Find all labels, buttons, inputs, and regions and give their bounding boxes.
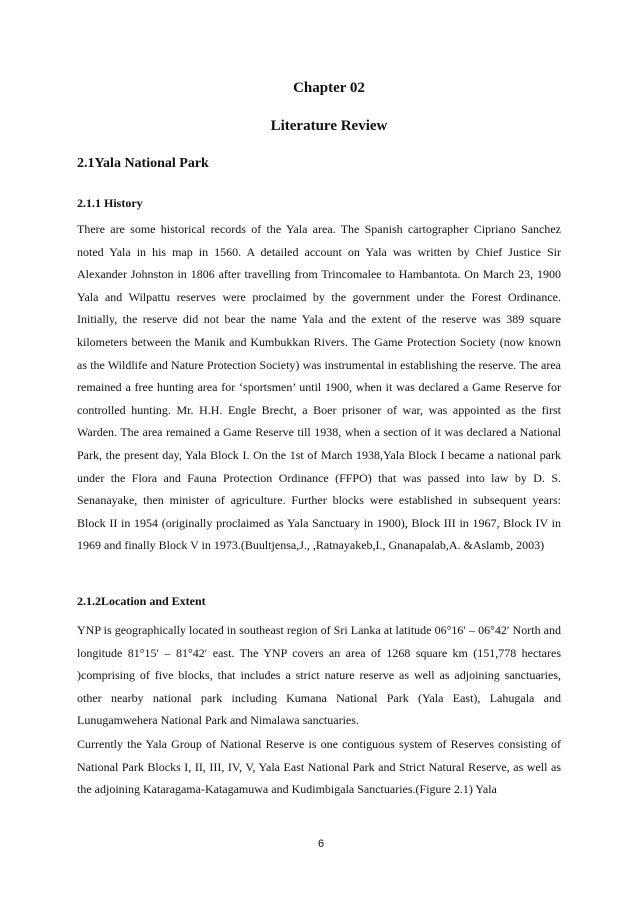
page-number: 6 — [317, 838, 325, 850]
section-heading-yala-national-park: 2.1Yala National Park — [77, 156, 209, 171]
subsection-heading-location-extent: 2.1.2Location and Extent — [77, 594, 206, 608]
location-paragraph-1: YNP is geographically located in southeast region of Sri Lanka at latitude 06°16′ – 06°42′ North and longitude 81°15′ – 81°42′ east. The YNP covers an area of 1268 square km (151,778 hectares )comprising of five blocks, that includes a strict nature reserve as well as adjoining sanctuaries, other nearby national park including Kumana National Park (Yala East), Lahugala and Lunugamwehera National Park and Nimalawa sanctuaries. — [77, 623, 561, 728]
subsection-heading-history: 2.1.1 History — [77, 196, 143, 210]
location-paragraph-2: Currently the Yala Group of National Reserve is one contiguous system of Reserves consisting of National Park Blocks I, II, III, IV, V, Yala East National Park and Strict Natural Reserve, as well as the adjoining Kataragama-Katagamuwa and Kudimbigala Sanctuaries.(Figure 2.1) Yala — [77, 737, 561, 797]
chapter-title-heading: Literature Review — [270, 118, 388, 134]
history-paragraph: There are some historical records of the Yala area. The Spanish cartographer Cipriano Sanchez noted Yala in his map in 1560. A detailed account on Yala was written by Chief Justice Sir Alexander Johnston in 1806 after travelling from Trincomalee to Hambantota. On March 23, 1900 Yala and Wilpattu reserves were proclaimed by the government under the Forest Ordinance. Initially, the reserve did not bear the name Yala and the extent of the reserve was 389 square kilometers between the Manik and Kumbukkan Rivers. The Game Protection Society (now known as the Wildlife and Nature Protection Society) was instrumental in establishing the reserve. The area remained a free hunting area for ‘sportsmen’ until 1900, when it was declared a Game Reserve for controlled hunting. Mr. H.H. Engle Brecht, a Boer prisoner of war, was appointed as the first Warden. The area remained a Game Reserve till 1938, when a section of it was declared a National Park, the present day, Yala Block I. On the 1st of March 1938,Yala Block I became a national park under the Flora and Fauna Protection Ordinance (FFPO) that was passed into law by D. S. Senanayake, then minister of agriculture. Further blocks were established in subsequent years: Block II in 1954 (originally proclaimed as Yala Sanctuary in 1900), Block III in 1967, Block IV in 1969 and finally Block V in 1973.(Buultjensa,J., ,Ratnayakeb,I., Gnanapalab,A. &Aslamb, 2003) — [77, 222, 561, 553]
chapter-number-heading: Chapter 02 — [293, 80, 365, 96]
